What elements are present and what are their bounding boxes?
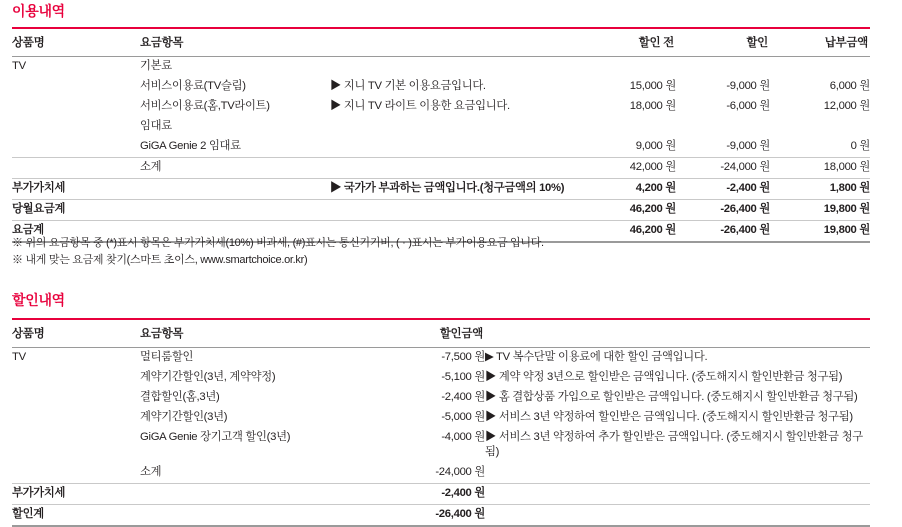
cell-product-name xyxy=(12,368,140,388)
discount-section-title: 할인내역 xyxy=(12,292,65,308)
cell-product-name: 할인계 xyxy=(12,505,140,527)
cell-product-name: 요금계 xyxy=(12,221,140,243)
cell-product-name: 부가가치세 xyxy=(12,179,140,200)
cell-discount-amount: -2,400 원 xyxy=(441,391,485,403)
cell-discount-amount: -5,100 원 xyxy=(441,371,485,383)
cell-discount-amount: -24,000 원 xyxy=(435,466,485,478)
usage-col-product: 상품명 xyxy=(12,28,140,57)
discount-col-product: 상품명 xyxy=(12,319,140,348)
cell-description: ▶ 홈 결합상품 가입으로 할인받은 금액입니다. (중도해지시 할인반환금 청구됨) xyxy=(485,391,858,403)
cell-discount: -6,000 원 xyxy=(726,100,770,112)
usage-col-desc xyxy=(330,28,578,57)
cell-description: ▶ TV 복수단말 이용료에 대한 할인 금액입니다. xyxy=(485,351,708,363)
cell-payment: 12,000 원 xyxy=(823,100,870,112)
cell-before-discount: 46,200 원 xyxy=(578,221,676,243)
table-row xyxy=(12,57,870,78)
cell-description xyxy=(330,57,578,78)
notes-block xyxy=(12,235,544,269)
cell-discount: -26,400 원 xyxy=(676,221,770,243)
cell-payment: 6,000 원 xyxy=(829,80,870,92)
table-row xyxy=(12,137,870,158)
cell-discount: -2,400 원 xyxy=(676,179,770,200)
cell-discount-amount: -7,500 원 xyxy=(441,351,485,363)
cell-fee-item: GiGA Genie 2 임대료 xyxy=(140,140,241,152)
cell-fee-item: 임대료 xyxy=(140,120,172,132)
usage-section-title: 이용내역 xyxy=(12,3,65,19)
cell-product-name: TV xyxy=(12,351,26,363)
cell-before-discount: 46,200 원 xyxy=(578,200,676,221)
cell-fee-item: 소계 xyxy=(140,158,330,179)
cell-discount: -24,000 원 xyxy=(676,158,770,179)
cell-discount: -26,400 원 xyxy=(676,200,770,221)
cell-fee-item: 계약기간할인(3년) xyxy=(140,411,228,423)
table-header-row xyxy=(12,319,870,348)
cell-before-discount xyxy=(578,117,676,137)
usage-col-discount: 할인 xyxy=(676,28,770,57)
cell-discount-amount: -2,400 원 xyxy=(330,484,485,505)
cell-product-name xyxy=(12,408,140,428)
cell-description xyxy=(485,484,870,505)
cell-discount xyxy=(676,117,770,137)
cell-fee-item: 결합할인(홈,3년) xyxy=(140,391,220,403)
cell-fee-item: 서비스이용료(홈,TV라이트) xyxy=(140,100,270,112)
cell-product-name xyxy=(12,97,140,117)
cell-product-name xyxy=(12,463,140,484)
cell-description xyxy=(330,158,578,179)
cell-description xyxy=(330,117,578,137)
cell-before-discount: 15,000 원 xyxy=(629,80,676,92)
cell-fee-item: 기본료 xyxy=(140,60,172,72)
cell-payment: 18,000 원 xyxy=(770,158,870,179)
table-row xyxy=(12,117,870,137)
cell-fee-item: 계약기간할인(3년, 계약약정) xyxy=(140,371,276,383)
cell-discount-amount: -26,400 원 xyxy=(330,505,485,527)
cell-description xyxy=(485,463,870,484)
cell-payment xyxy=(770,117,870,137)
note-line-2: ※ 내게 맞는 요금제 찾기(스마트 초이스, www.smartchoice.or.kr) xyxy=(12,254,308,266)
table-row xyxy=(12,428,870,463)
table-row xyxy=(12,97,870,117)
cell-description: ▶ 서비스 3년 약정하여 할인받은 금액입니다. (중도해지시 할인반환금 청구됨) xyxy=(485,411,853,423)
cell-payment: 19,800 원 xyxy=(770,221,870,243)
cell-before-discount: 42,000 원 xyxy=(578,158,676,179)
table-row xyxy=(12,77,870,97)
table-row xyxy=(12,348,870,369)
cell-description: ▶ 지니 TV 라이트 이용한 요금입니다. xyxy=(330,100,510,112)
cell-before-discount: 9,000 원 xyxy=(635,140,676,152)
discount-table-header xyxy=(12,319,870,348)
discount-col-desc xyxy=(485,319,870,348)
cell-product-name: 부가가치세 xyxy=(12,484,140,505)
cell-discount: -9,000 원 xyxy=(726,80,770,92)
table-row xyxy=(12,408,870,428)
cell-fee-item: GiGA Genie 장기고객 할인(3년) xyxy=(140,431,291,443)
cell-description: ▶ 서비스 3년 약정하여 추가 할인받은 금액입니다. (중도해지시 할인반환금 청구됨) xyxy=(485,431,863,458)
cell-before-discount: 4,200 원 xyxy=(578,179,676,200)
cell-product-name: 당월요금계 xyxy=(12,200,140,221)
cell-description xyxy=(330,200,578,221)
cell-fee-item: 소계 xyxy=(140,466,162,478)
cell-discount xyxy=(676,57,770,78)
note-line-1: ※ 위의 요금항목 중 (*)표시 항목은 부가가치세(10%) 비과세, (#)표시는 통신기기비, ( · )표시는 부가이용요금 입니다. xyxy=(12,237,544,249)
cell-product-name xyxy=(12,158,140,179)
cell-product-name: TV xyxy=(12,60,26,72)
table-row xyxy=(12,388,870,408)
usage-table-body xyxy=(12,57,870,243)
cell-fee-item xyxy=(140,505,330,527)
cell-discount: -9,000 원 xyxy=(726,140,770,152)
cell-description: ▶ 국가가 부과하는 금액입니다.(청구금액의 10%) xyxy=(330,179,578,200)
cell-product-name xyxy=(12,117,140,137)
cell-fee-item: 서비스이용료(TV슬림) xyxy=(140,80,246,92)
usage-table xyxy=(12,27,870,243)
table-row xyxy=(12,200,870,221)
cell-payment: 1,800 원 xyxy=(770,179,870,200)
cell-discount-amount: -5,000 원 xyxy=(441,411,485,423)
cell-fee-item: 멀티룸할인 xyxy=(140,351,194,363)
cell-discount-amount: -4,000 원 xyxy=(441,431,485,443)
cell-description: ▶ 지니 TV 기본 이용요금입니다. xyxy=(330,80,486,92)
discount-col-amount: 할인금액 xyxy=(330,319,485,348)
cell-payment: 0 원 xyxy=(850,140,870,152)
cell-payment: 19,800 원 xyxy=(770,200,870,221)
discount-table-body xyxy=(12,348,870,527)
table-row xyxy=(12,179,870,200)
usage-table-header xyxy=(12,28,870,57)
cell-product-name xyxy=(12,137,140,158)
table-header-row xyxy=(12,28,870,57)
cell-product-name xyxy=(12,388,140,408)
cell-product-name xyxy=(12,428,140,463)
discount-col-item: 요금항목 xyxy=(140,319,330,348)
cell-before-discount: 18,000 원 xyxy=(629,100,676,112)
usage-col-item: 요금항목 xyxy=(140,28,330,57)
cell-fee-item xyxy=(140,484,330,505)
cell-payment xyxy=(770,57,870,78)
table-row xyxy=(12,505,870,527)
cell-before-discount xyxy=(578,57,676,78)
usage-col-before-discount: 할인 전 xyxy=(578,28,676,57)
table-row xyxy=(12,368,870,388)
discount-table xyxy=(12,318,870,527)
table-row xyxy=(12,463,870,484)
cell-fee-item xyxy=(140,179,330,200)
cell-description: ▶ 계약 약정 3년으로 할인받은 금액입니다. (중도해지시 할인반환금 청구됨) xyxy=(485,371,843,383)
cell-fee-item xyxy=(140,200,330,221)
cell-description xyxy=(485,505,870,527)
cell-product-name xyxy=(12,77,140,97)
table-row xyxy=(12,484,870,505)
usage-col-payment: 납부금액 xyxy=(770,28,870,57)
table-row xyxy=(12,158,870,179)
cell-description xyxy=(330,137,578,158)
